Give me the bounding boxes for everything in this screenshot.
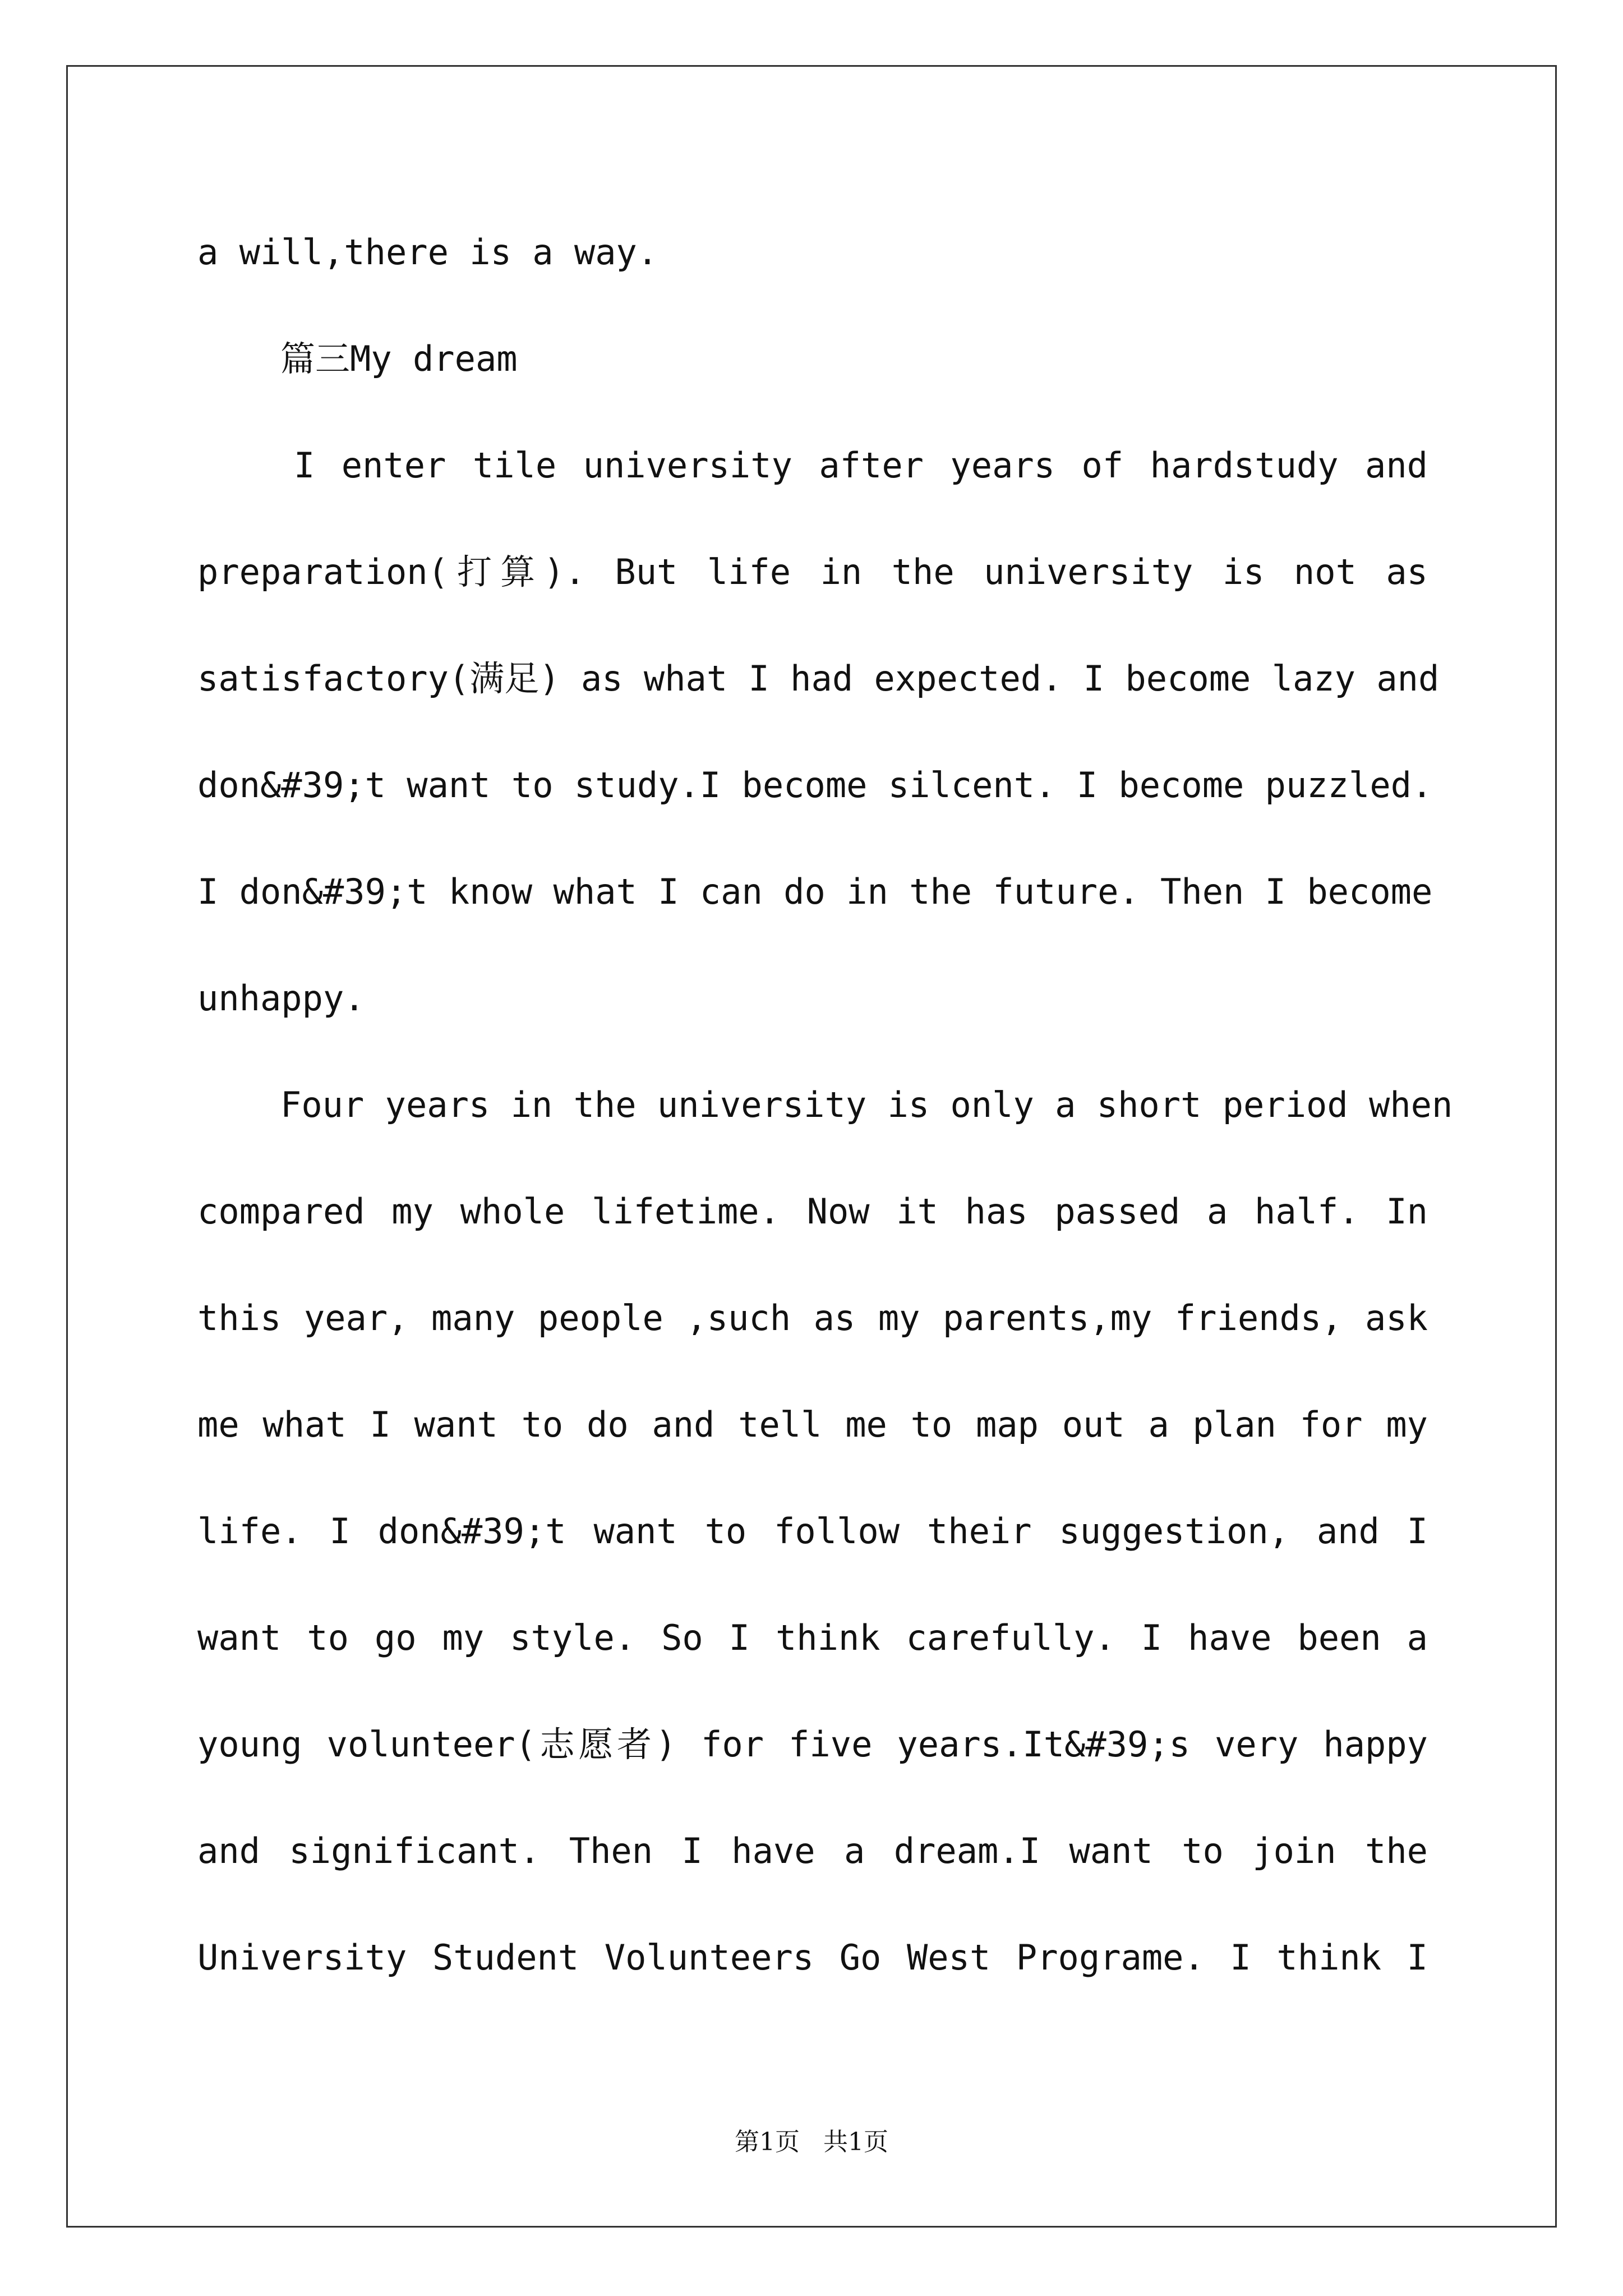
text-line-11: this year, many people ,such as my parents,my friends, ask (197, 1297, 1428, 1338)
text-line-16: and significant. Then I have a dream.I want to join the (197, 1830, 1428, 1871)
page-number: 第1页 (735, 2128, 800, 2156)
text-line-10: compared my whole lifetime. Now it has passed a half. In (197, 1191, 1428, 1232)
page-footer (0, 2122, 1623, 2157)
text-line-17: University Student Volunteers Go West Programe. I think I (197, 1937, 1428, 1978)
text-line-13: life. I don&#39;t want to follow their suggestion, and I (197, 1511, 1428, 1552)
page-border (66, 65, 1557, 2228)
text-line-3: I enter tile university after years of hardstudy and (294, 445, 1428, 486)
text-line-14: want to go my style. So I think carefully. I have been a (197, 1617, 1428, 1658)
text-line-12: me what I want to do and tell me to map out a plan for my (197, 1404, 1428, 1445)
text-line-8: unhappy. (197, 978, 365, 1019)
section-heading: 篇三My dream (280, 338, 518, 379)
text-line-6: don&#39;t want to study.I become silcent. I become puzzled. (197, 765, 1433, 806)
text-line-5: satisfactory(满足) as what I had expected. I become lazy and (197, 658, 1440, 699)
page-total: 共1页 (823, 2128, 888, 2156)
text-line-15: young volunteer(志愿者) for five years.It&#39;s very happy (197, 1724, 1428, 1765)
text-line-1: a will,there is a way. (197, 232, 658, 273)
text-line-9: Four years in the university is only a short period when (280, 1084, 1453, 1125)
text-line-7: I don&#39;t know what I can do in the future. Then I become (197, 871, 1433, 912)
text-line-4: preparation(打算). But life in the university is not as (197, 551, 1428, 592)
